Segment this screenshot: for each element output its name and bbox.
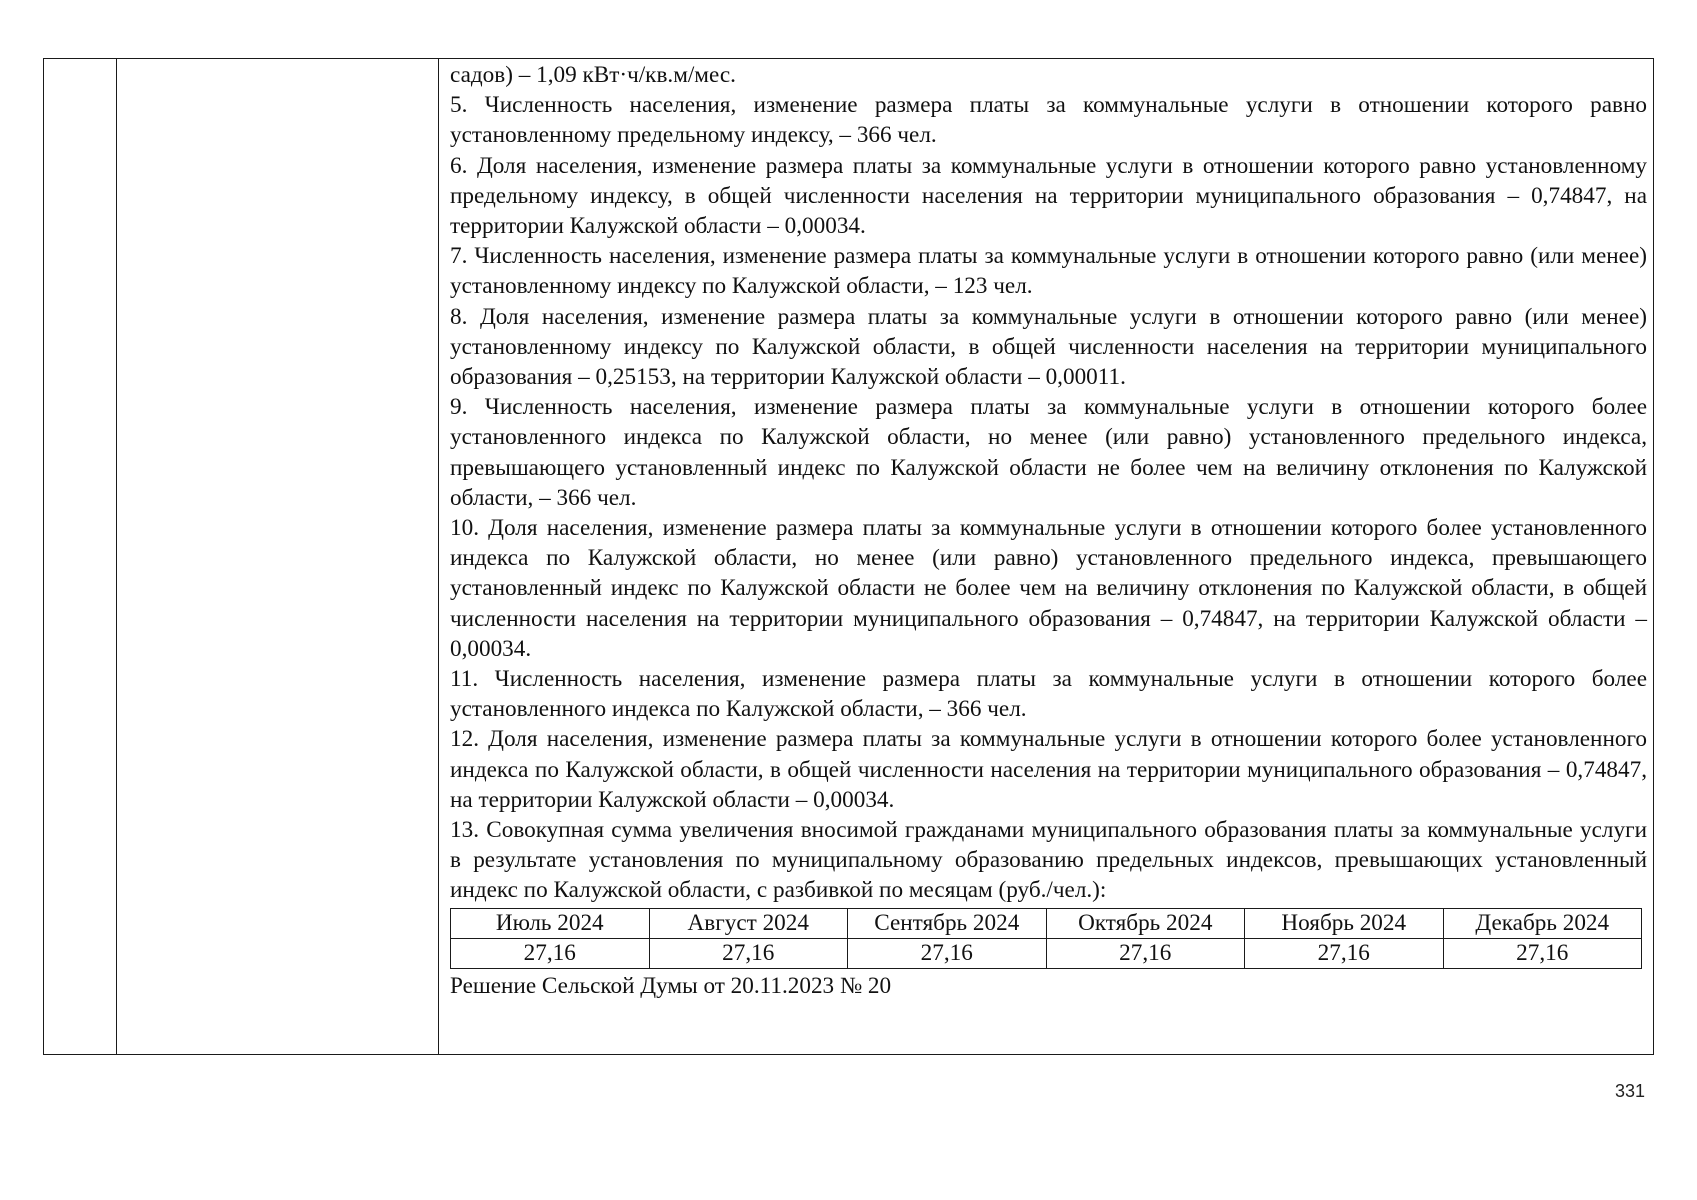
table-header-row: [451, 908, 1642, 938]
paragraph-6: 6. Доля населения, изменение размера платы за коммунальные услуги в отношении которого равно установленному предельному индексу, в общей численности населения на территории муниципального образования – 0,74847, на территории Калужской области – 0,00034.: [450, 152, 1647, 240]
value-cell: 27,16: [848, 938, 1047, 968]
paragraph-5: 5. Численность населения, изменение размера платы за коммунальные услуги в отношении которого равно установленному предельному индексу, – 366 чел.: [450, 92, 1647, 149]
header-cell: Август 2024: [649, 908, 848, 938]
monthly-increase-table: [450, 908, 1642, 969]
header-cell: Сентябрь 2024: [848, 908, 1047, 938]
paragraph-11: 11. Численность населения, изменение размера платы за коммунальные услуги в отношении которого более установленного индекса по Калужской области, – 366 чел.: [450, 666, 1647, 723]
table-cell-content: [450, 60, 1647, 1001]
column-divider-2: [438, 59, 439, 1054]
value-cell: 27,16: [649, 938, 848, 968]
paragraph-10: 10. Доля населения, изменение размера платы за коммунальные услуги в отношении которого более установленного индекса по Калужской области, но менее (или равно) установленного предельного индекса, превышающего установленный индекс по Калужской области не более чем на величину отклонения по Калужской области, в общей численности населения на территории муниципального образования – 0,74847, на территории Калужской области – 0,00034.: [450, 515, 1647, 662]
header-cell: Октябрь 2024: [1046, 908, 1245, 938]
paragraph-9: 9. Численность населения, изменение размера платы за коммунальные услуги в отношении которого более установленного индекса по Калужской области, но менее (или равно) установленного предельного индекса, превышающего установленный индекс по Калужской области не более чем на величину отклонения по Калужской области, – 366 чел.: [450, 394, 1647, 511]
page-number: 331: [1614, 1081, 1645, 1101]
column-divider-1: [116, 59, 117, 1054]
value-cell: 27,16: [1443, 938, 1642, 968]
paragraph-continuation: садов) – 1,09 кВт·ч/кв.м/мес.: [450, 62, 736, 88]
decision-reference: Решение Сельской Думы от 20.11.2023 № 20: [450, 972, 892, 999]
value-cell: 27,16: [1245, 938, 1444, 968]
paragraph-12: 12. Доля населения, изменение размера платы за коммунальные услуги в отношении которого более установленного индекса по Калужской области, в общей численности населения на территории муниципального образования – 0,74847, на территории Калужской области – 0,00034.: [450, 726, 1647, 813]
table-row: [451, 938, 1642, 968]
paragraph-8: 8. Доля населения, изменение размера платы за коммунальные услуги в отношении которого равно (или менее) установленному индексу по Калужской области, в общей численности населения на территории муниципального образования – 0,25153, на территории Калужской области – 0,00011.: [450, 303, 1647, 391]
value-cell: 27,16: [1046, 938, 1245, 968]
paragraph-7: 7. Численность населения, изменение размера платы за коммунальные услуги в отношении которого равно (или менее) установленному индексу по Калужской области, – 123 чел.: [450, 243, 1647, 300]
header-cell: Ноябрь 2024: [1245, 908, 1444, 938]
header-cell: Июль 2024: [451, 908, 650, 938]
header-cell: Декабрь 2024: [1443, 908, 1642, 938]
paragraph-13: 13. Совокупная сумма увеличения вносимой гражданами муниципального образования платы за коммунальные услуги в результате установления по муниципальному образованию предельных индексов, превышающих установленный индекс по Калужской области, с разбивкой по месяцам (руб./чел.):: [450, 817, 1647, 904]
value-cell: 27,16: [451, 938, 650, 968]
